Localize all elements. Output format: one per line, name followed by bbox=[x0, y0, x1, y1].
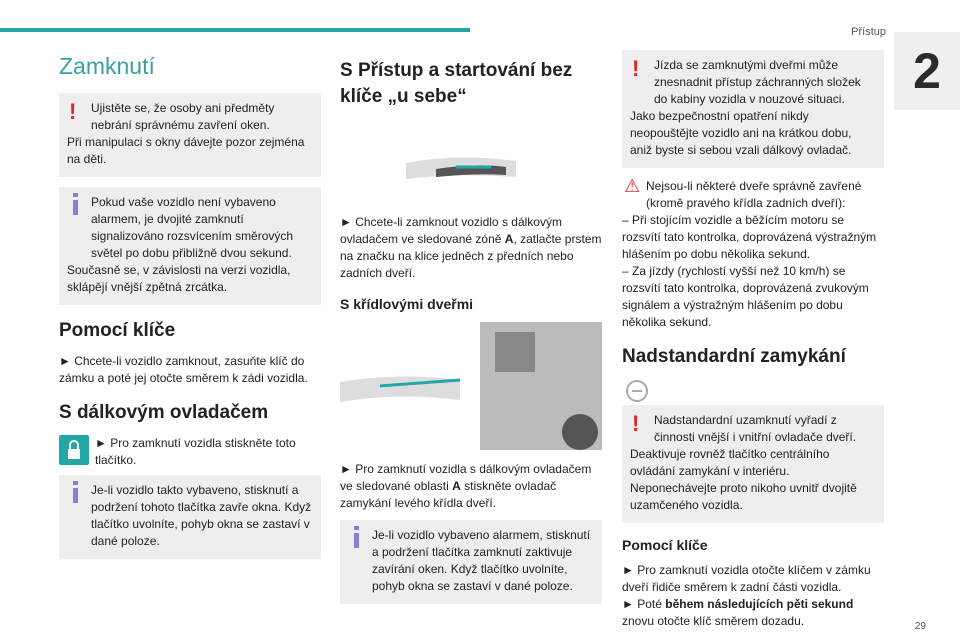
column-1 bbox=[59, 50, 321, 569]
warning-icon: ! bbox=[69, 99, 77, 124]
top-accent-bar bbox=[0, 28, 470, 32]
info-box-2: Je-li vozidlo takto vybaveno, stisknutí a podržení tohoto tlačítka zavře okna. Když tlačítko uvolníte, pohyb okna se zastaví v dané poloze. bbox=[59, 475, 321, 559]
door-handle-illustration bbox=[340, 130, 602, 200]
chapter-number: 2 bbox=[894, 32, 960, 110]
section-header: Přístup bbox=[851, 26, 886, 38]
column-3: ! Jízda se zamknutými dveřmi může znesnadnit přístup záchranných složek do kabiny vozidla v nouzové situaci. Jako bezpečnostní opatření nikdy neopouštějte vozidlo ani na krátkou dobu, aniž byste si sebou vzali dálkový ovladač. ⚠ Nejsou-li některé dveře správně zavřené (kromě pravého křídla zadních dveří): – Při stojícím vozidle a běžícím motoru se rozsvítí tato kontrolka, doprovázená výstražným hlášením po dobu několika sekund. – Za jízdy (rychlostí vyšší než 10 km/h) se rozsvítí tato kontrolka, doprovázená zvukovým signálem a výstražným hlášením po dobu několika sekund. Nadstandardní zamykání ! Nadstandardní uzamknutí vyřadí z činnosti vnější i vnitřní ovladače dveří. Deaktivuje rovněž tlačítko centrálního ovládání zamykání v interiéru. Neponechávejte proto nikoho uvnitř dvojitě uzamčeného vozidla. Pomocí klíče ► Pro zamknutí vozidla otočte klíčem v zámku dveří řidiče směrem k zadní části vozidla. ► Poté během následujících pěti sekund znovu otočte klíč směrem dozadu. bbox=[622, 50, 884, 630]
warning-box: ! Ujistěte se, že osoby ani předměty nebrání správnému zavření oken. Při manipulaci s okny dávejte pozor zejména na děti. bbox=[59, 93, 321, 177]
heading-wing-doors: S křídlovými dveřmi bbox=[340, 296, 474, 312]
van-rear-illustration bbox=[340, 321, 602, 451]
heading-keyless: S Přístup a startování bez klíče „u sebe“ bbox=[340, 60, 573, 107]
page-title: Zamknutí bbox=[59, 53, 155, 79]
info-box: Pokud vaše vozidlo není vybaveno alarmem, je dvojité zamknutí signalizováno rozsvícením směrových světel po dobu přibližně dvou sekund. Současně se, v závislosti na verzi vozidla, sklápějí vnější zpětná zrcátka. bbox=[59, 187, 321, 305]
key-text: ► Chcete-li vozidlo zamknout, zasuňte klíč do zámku a poté jej otočte směrem k zádi vozidla. bbox=[59, 354, 308, 385]
info-icon bbox=[348, 526, 366, 548]
remote-text: ► Pro zamknutí vozidla stiskněte toto tlačítko. bbox=[95, 436, 296, 467]
door-open-warning-icon: ⚠ bbox=[624, 176, 641, 196]
warning-box-4: ! Nadstandardní uzamknutí vyřadí z činnosti vnější i vnitřní ovladače dveří. Deaktivuje rovněž tlačítko centrálního ovládání zamykání v interiéru. Neponechávejte proto nikoho uvnitř dvojitě uzamčeného vozidla. bbox=[622, 405, 884, 523]
warning-icon: ! bbox=[632, 56, 640, 81]
info-icon bbox=[67, 193, 85, 215]
heading-remote: S dálkovým ovladačem bbox=[59, 402, 269, 423]
info-icon bbox=[67, 481, 85, 503]
deadlock-icon bbox=[622, 379, 884, 405]
column-2: S Přístup a startování bez klíče „u sebe“ ► Chcete-li zamknout vozidlo s dálkovým ovladačem ve sledované zóně A, zatlačte prstem na značku na klice jedněch z předních nebo zadních dveří. S křídlovými dveřmi ► Pro zamknutí vozidla s dálkovým ovladačem ve sledované oblasti A stiskněte ovladač zamykání levého křídla dveří. Je-li vozidlo vybaveno alarmem, stisknutí a podržení tlačítka zamknutí zaktivuje zavírání oken. Když tlačítko uvolníte, pohyb okna se zastaví v dané poloze. bbox=[340, 50, 602, 614]
heading-key-2: Pomocí klíče bbox=[622, 537, 708, 553]
warning-box-3: ! Jízda se zamknutými dveřmi může znesnadnit přístup záchranných složek do kabiny vozidla v nouzové situaci. Jako bezpečnostní opatření nikdy neopouštějte vozidlo ani na krátkou dobu, aniž byste si sebou vzali dálkový ovladač. bbox=[622, 50, 884, 168]
info-box-3: Je-li vozidlo vybaveno alarmem, stisknutí a podržení tlačítka zamknutí zaktivuje zavírání oken. Když tlačítko uvolníte, pohyb okna se zastaví v dané poloze. bbox=[340, 520, 602, 604]
heading-deadlock: Nadstandardní zamykání bbox=[622, 346, 846, 367]
lock-icon bbox=[59, 435, 89, 465]
page-number: 29 bbox=[914, 621, 926, 632]
warning-icon: ! bbox=[632, 411, 640, 436]
heading-key: Pomocí klíče bbox=[59, 320, 176, 341]
